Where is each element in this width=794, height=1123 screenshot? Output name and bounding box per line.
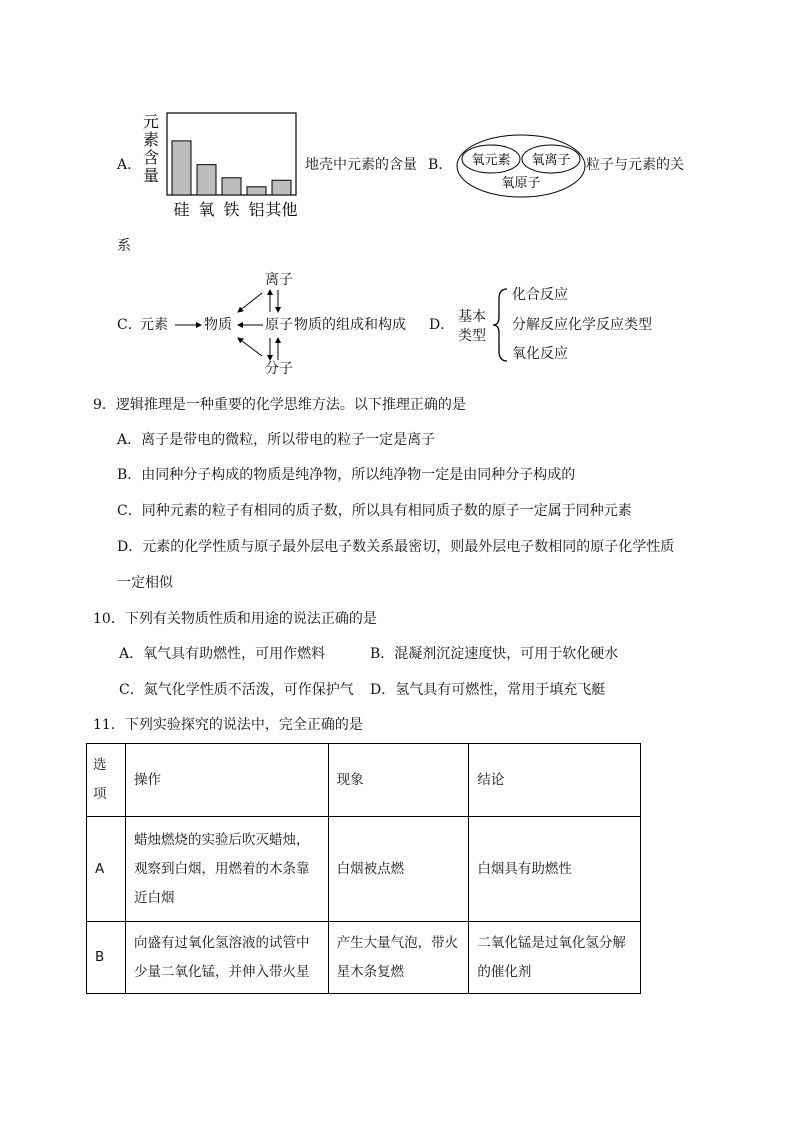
row-a-option: A [87, 817, 126, 922]
d-item-oxidation: 氧化反应 [512, 346, 568, 362]
option-c-label: C． [117, 317, 142, 333]
q9-option-d-cont: 一定相似 [117, 575, 173, 591]
option-b-label: B． [428, 157, 453, 173]
c-element: 元素 [140, 317, 168, 333]
composition-diagram-arrows [170, 280, 300, 370]
q9-option-c: C．同种元素的粒子有相同的质子数，所以具有相同质子数的原子一定属于同种元素 [117, 503, 632, 519]
header-option: 选项 [87, 744, 126, 817]
d-basic: 基本 [458, 309, 486, 325]
x-tick-label: 硅 [173, 200, 190, 219]
bar-0 [172, 141, 191, 195]
q10-option-b: B．混凝剂沉淀速度快，可用于软化硬水 [370, 646, 619, 662]
d-item-decomposition: 分解反应 [512, 317, 568, 333]
q10-stem: 10．下列有关物质性质和用途的说法正确的是 [93, 611, 377, 627]
y-axis-label [143, 112, 159, 185]
bar-1 [197, 165, 216, 195]
row-a-operation: 蜡烛燃烧的实验后吹灭蜡烛，观察到白烟，用燃着的木条靠近白烟 [125, 817, 328, 922]
q11-stem: 11．下列实验探究的说法中，完全正确的是 [93, 717, 363, 733]
q11-table [86, 743, 641, 994]
c-ion: 离子 [265, 272, 293, 288]
q9-option-b: B．由同种分子构成的物质是纯净物，所以纯净物一定是由同种分子构成的 [117, 467, 576, 483]
table-row [87, 817, 641, 922]
particle-element-diagram [455, 133, 587, 199]
y-label-char: 量 [142, 166, 160, 185]
c-caption: 物质的组成和构成 [294, 317, 406, 333]
row-a-conclusion: 白烟具有助燃性 [469, 817, 641, 922]
y-label-char: 素 [142, 130, 160, 149]
row-b-operation: 向盛有过氧化氢溶液的试管中少量二氧化锰，并伸入带火星 [125, 922, 328, 994]
q10-option-d: D．氢气具有可燃性，常用于填充飞艇 [370, 682, 606, 698]
c-molecule: 分子 [265, 361, 293, 377]
ellipse-oxygen-element: 氧元素 [471, 153, 511, 168]
q9-option-d: D．元素的化学性质与原子最外层电子数关系最密切，则最外层电子数相同的原子化学性质 [117, 539, 675, 555]
q10-option-a: A．氧气具有助燃性，可用作燃料 [119, 646, 326, 662]
x-tick-label: 铁 [223, 200, 240, 219]
c-substance: 物质 [204, 317, 232, 333]
arrow-molecule-to-substance [238, 338, 262, 356]
option-d-label: D． [429, 317, 455, 333]
option-a-caption: 地壳中元素的含量 [305, 157, 417, 173]
x-tick-label: 铝 [248, 200, 265, 219]
option-b-caption-cont: 系 [117, 238, 131, 254]
x-tick-label: 其他 [265, 200, 298, 219]
row-b-conclusion: 二氧化锰是过氧化氢分解的催化剂 [469, 922, 641, 994]
crust-element-chart [140, 108, 306, 223]
d-brace [492, 287, 510, 363]
option-b-caption: 粒子与元素的关 [586, 157, 684, 173]
header-operation: 操作 [125, 744, 328, 817]
table-header-row [87, 744, 641, 817]
row-b-phenomenon: 产生大量气泡，带火星木条复燃 [328, 922, 469, 994]
y-label-char: 含 [142, 148, 160, 167]
table-row [87, 922, 641, 994]
option-a-label: A． [117, 157, 142, 173]
header-phenomenon: 现象 [328, 744, 469, 817]
arrow-ion-to-substance [238, 293, 262, 312]
row-a-phenomenon: 白烟被点燃 [328, 817, 469, 922]
q9-option-a: A．离子是带电的微粒，所以带电的粒子一定是离子 [117, 432, 436, 448]
header-conclusion: 结论 [469, 744, 641, 817]
ellipse-oxygen-ion: 氧离子 [531, 153, 571, 168]
c-atom: 原子 [265, 317, 293, 333]
bar-4 [272, 180, 291, 195]
y-label-char: 元 [142, 112, 160, 131]
d-item-combination: 化合反应 [512, 287, 568, 303]
ellipse-oxygen-atom: 氧原子 [501, 176, 541, 191]
bar-3 [247, 187, 266, 195]
d-type: 类型 [458, 328, 486, 344]
d-caption: 化学反应类型 [568, 317, 652, 333]
x-tick-label: 氧 [198, 200, 215, 219]
bar-2 [222, 178, 241, 195]
q9-stem: 9．逻辑推理是一种重要的化学思维方法。以下推理正确的是 [93, 397, 466, 413]
q10-option-c: C．氮气化学性质不活泼，可作保护气 [119, 682, 354, 698]
row-b-option: B [87, 922, 126, 994]
